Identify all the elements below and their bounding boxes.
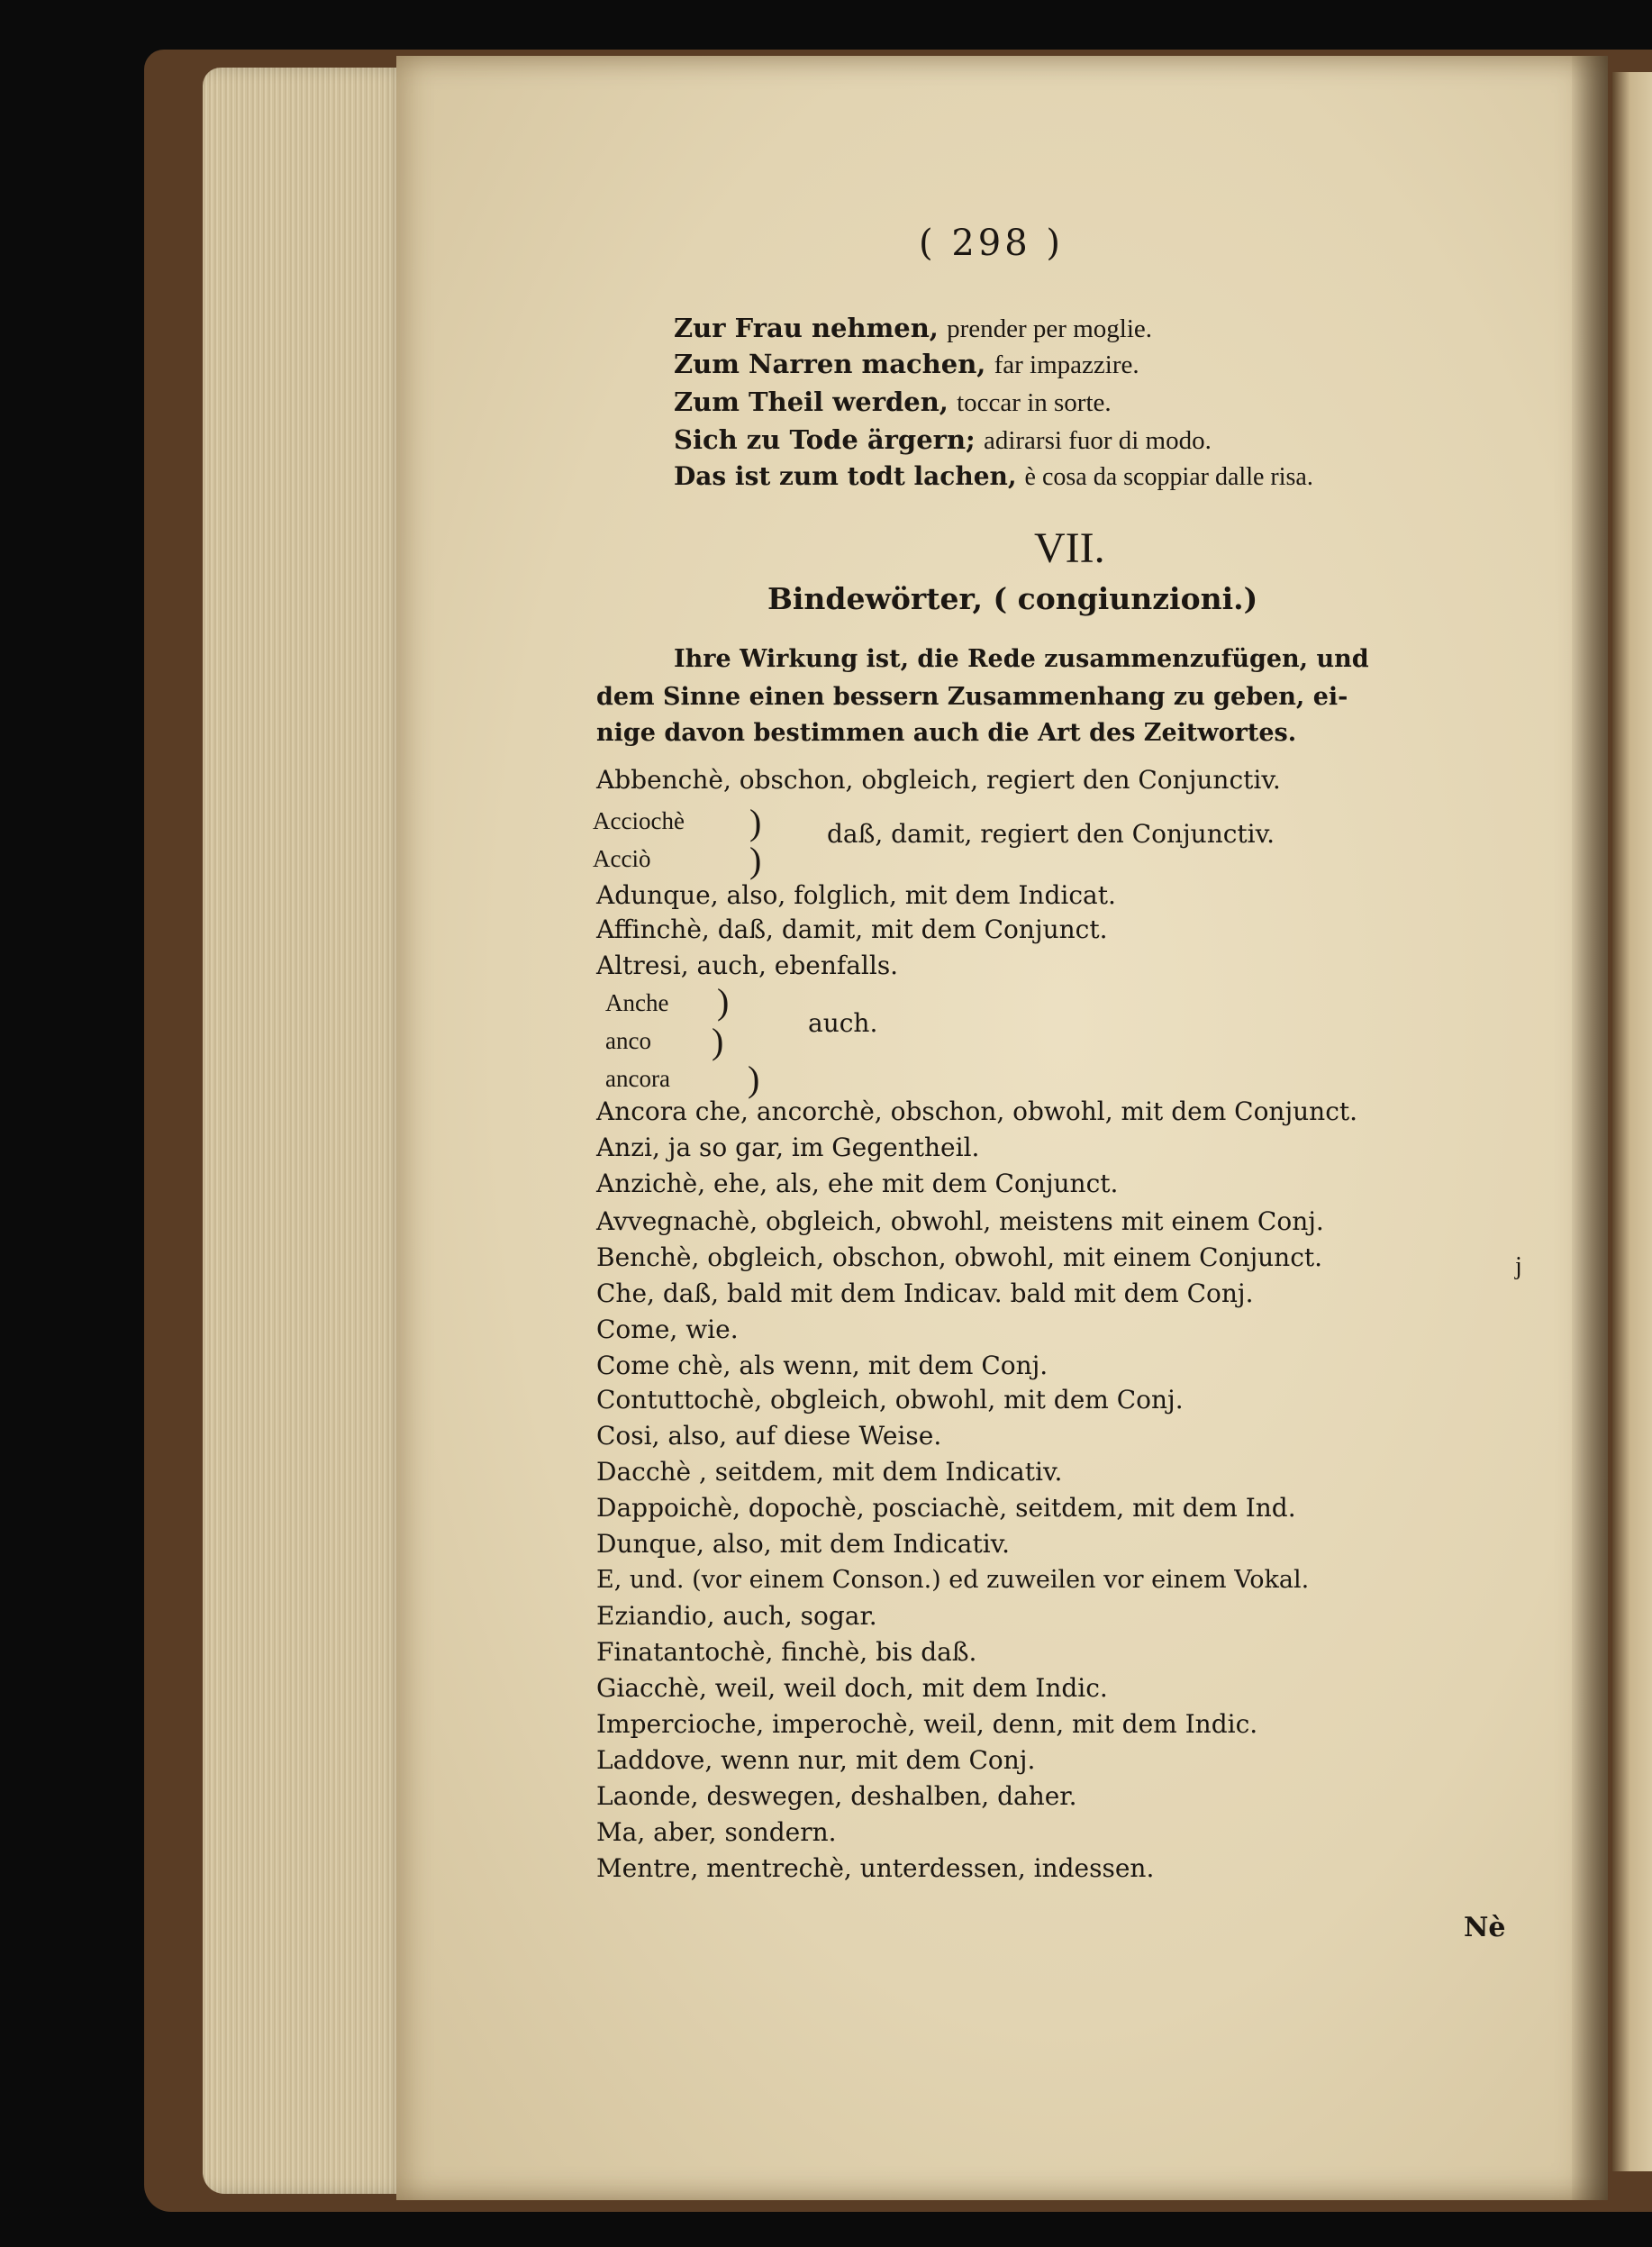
idiom-german: Sich zu Tode ärgern; xyxy=(674,424,976,455)
conjunction-entry: Laonde, deswegen, deshalben, daher. xyxy=(596,1781,1077,1811)
conjunction-entry: Dunque, also, mit dem Indicativ. xyxy=(596,1529,1011,1559)
conjunction-entry: Abbenchè, obschon, obgleich, regiert den Conjunctiv. xyxy=(596,765,1281,795)
catchword: Nè xyxy=(1464,1912,1506,1943)
intro-line: nige davon bestimmen auch die Art des Zeitwortes. xyxy=(596,719,1297,747)
conjunction-entry: Eziandio, auch, sogar. xyxy=(596,1601,877,1631)
idiom-line xyxy=(674,351,1139,378)
facing-page-edge xyxy=(1612,72,1652,2171)
idiom-german: Zur Frau nehmen, xyxy=(674,313,939,343)
conjunction-term: anco xyxy=(605,1027,651,1054)
conjunction-entry: Adunque, also, folglich, mit dem Indicat. xyxy=(596,880,1116,910)
section-numeral: VII. xyxy=(1034,524,1105,572)
idiom-italian: toccar in sorte. xyxy=(957,388,1112,417)
conjunction-entry: Anzichè, ehe, als, ehe mit dem Conjunct. xyxy=(596,1169,1119,1198)
intro-line: dem Sinne einen bessern Zusammenhang zu geben, ei- xyxy=(596,683,1348,711)
conjunction-entry: Giacchè, weil, weil doch, mit dem Indic. xyxy=(596,1673,1108,1703)
conjunction-entry: E, und. (vor einem Conson.) ed zuweilen vor einem Vokal. xyxy=(596,1566,1310,1594)
idiom-line xyxy=(674,389,1112,416)
idiom-italian: adirarsi fuor di modo. xyxy=(983,426,1212,455)
conjunction-entry: Ancora che, ancorchè, obschon, obwohl, mit dem Conjunct. xyxy=(596,1096,1358,1126)
conjunction-entry: Contuttochè, obgleich, obwohl, mit dem Conj. xyxy=(596,1385,1184,1415)
brace-symbol: ) xyxy=(749,840,762,880)
idiom-german: Zum Theil werden, xyxy=(674,387,949,417)
conjunction-entry: Anzi, ja so gar, im Gegentheil. xyxy=(596,1133,980,1162)
idiom-italian: far impazzire. xyxy=(994,350,1139,379)
idiom-italian: è cosa da scoppiar dalle risa. xyxy=(1024,463,1313,491)
brace-symbol: ) xyxy=(712,1021,724,1061)
idiom-german: Das ist zum todt lachen, xyxy=(674,461,1017,491)
conjunction-entry: Laddove, wenn nur, mit dem Conj. xyxy=(596,1745,1036,1775)
stray-mark: j xyxy=(1515,1252,1522,1280)
conjunction-entry: Avvegnachè, obgleich, obwohl, meistens mit einem Conj. xyxy=(596,1206,1324,1236)
brace-symbol: ) xyxy=(748,1059,760,1099)
brace-symbol: ) xyxy=(749,802,762,842)
brace-symbol: ) xyxy=(717,981,730,1022)
conjunction-entry: Dacchè , seitdem, mit dem Indicativ. xyxy=(596,1457,1063,1487)
intro-line: Ihre Wirkung ist, die Rede zusammenzufügen, und xyxy=(674,645,1369,673)
conjunction-entry: Benchè, obgleich, obschon, obwohl, mit einem Conjunct. xyxy=(596,1242,1323,1272)
section-heading: Bindewörter, ( congiunzioni.) xyxy=(767,581,1258,616)
conjunction-entry: Come, wie. xyxy=(596,1315,739,1344)
idiom-line xyxy=(674,315,1152,342)
idiom-line xyxy=(674,424,1212,455)
page-number: ( 298 ) xyxy=(919,223,1064,264)
conjunction-entry: Impercioche, imperochè, weil, denn, mit dem Indic. xyxy=(596,1709,1258,1739)
conjunction-entry: Ma, aber, sondern. xyxy=(596,1817,837,1847)
idiom-italian: prender per moglie. xyxy=(947,314,1153,343)
idiom-german: Zum Narren machen, xyxy=(674,349,986,379)
conjunction-term: ancora xyxy=(605,1065,670,1092)
conjunction-meaning: auch. xyxy=(808,1008,878,1038)
conjunction-entry: Mentre, mentrechè, unterdessen, indessen. xyxy=(596,1853,1155,1883)
idiom-line xyxy=(674,461,1313,491)
page-edges xyxy=(203,68,410,2194)
conjunction-entry: Cosi, also, auf diese Weise. xyxy=(596,1421,942,1451)
conjunction-entry: Affinchè, daß, damit, mit dem Conjunct. xyxy=(596,914,1108,944)
conjunction-entry: Come chè, als wenn, mit dem Conj. xyxy=(596,1351,1048,1380)
conjunction-entry: Che, daß, bald mit dem Indicav. bald mit dem Conj. xyxy=(596,1278,1254,1308)
conjunction-term: Acciò xyxy=(593,845,651,872)
gutter-shadow xyxy=(1572,56,1608,2200)
conjunction-term: Anche xyxy=(605,989,669,1016)
conjunction-entry: Finatantochè, finchè, bis daß. xyxy=(596,1637,977,1667)
conjunction-meaning: daß, damit, regiert den Conjunctiv. xyxy=(827,819,1275,849)
conjunction-entry: Dappoichè, dopochè, posciachè, seitdem, mit dem Ind. xyxy=(596,1493,1296,1523)
conjunction-term: Acciochè xyxy=(593,807,685,834)
conjunction-entry: Altresi, auch, ebenfalls. xyxy=(596,951,899,980)
